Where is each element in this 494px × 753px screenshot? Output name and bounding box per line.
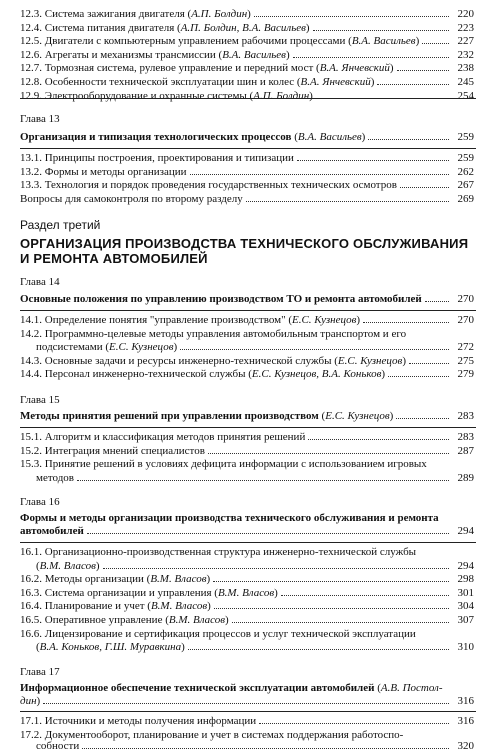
chapter-title-row <box>20 695 474 708</box>
chapter-author: В.А. Васильев <box>297 131 362 143</box>
toc-entry-close: ) <box>206 573 211 585</box>
toc-entry-close: ) <box>225 614 229 626</box>
toc-page-number: 287 <box>457 445 474 457</box>
toc-entry-title <box>20 715 256 728</box>
toc-entry-text: 16.2. Методы организации ( <box>20 573 151 585</box>
dot-leader <box>43 703 449 704</box>
section-label: Раздел третий <box>20 218 101 232</box>
chapter-title-line2 <box>20 695 40 708</box>
toc-entry-title <box>36 560 100 573</box>
dot-leader <box>409 363 449 364</box>
toc-entry-text: 12.6. Агрегаты и механизмы трансмиссии ( <box>20 48 223 61</box>
toc-page-number: 259 <box>457 152 474 164</box>
toc-entry-text: подсистемами ( <box>36 341 110 353</box>
dot-leader <box>422 43 449 44</box>
toc-entry-title <box>20 355 406 368</box>
toc-entry-text: ( <box>36 560 40 572</box>
toc-entry-close: ) <box>95 560 100 572</box>
toc-page-number: 279 <box>457 368 474 380</box>
toc-entry-text: 14.4. Персонал инженерно-технической службы ( <box>20 368 252 380</box>
toc-entry <box>20 587 474 600</box>
toc-entry-author: В.А. Васильев <box>351 35 416 48</box>
dot-leader <box>293 57 449 58</box>
chapter-title <box>20 410 393 423</box>
dot-leader <box>87 533 449 534</box>
toc-entry-text: 17.2. Документооборот, планирование и учет в системах поддержания работоспо- <box>20 729 404 741</box>
dot-leader <box>190 174 450 175</box>
toc-entry-text: методов <box>36 472 74 484</box>
toc-page-number: 238 <box>457 62 474 75</box>
toc-entry-text: 13.3. Технология и порядок проведения государственных технических осмотров <box>20 179 397 192</box>
toc-entry-close: ) <box>402 355 406 367</box>
toc-entry-text: 12.4. Система питания двигателя ( <box>20 21 181 34</box>
dot-leader <box>425 301 449 302</box>
toc-entry-text: 14.3. Основные задачи и ресурсы инженерно-технической службы ( <box>20 355 338 367</box>
toc-page-number: 298 <box>457 573 474 585</box>
toc-entry-text: 16.5. Оперативное управление ( <box>20 614 169 626</box>
chapter-title-line2: автомобилей <box>20 525 84 537</box>
toc-page-number: 294 <box>457 560 474 572</box>
toc-entry <box>36 641 474 654</box>
dot-leader <box>400 187 449 188</box>
toc-entry-title <box>20 445 205 458</box>
toc-entry-title <box>20 179 397 192</box>
toc-page-number: 245 <box>457 76 474 88</box>
toc-entry-text: 14.1. Определение понятия "управление производством" ( <box>20 314 292 326</box>
section-title-line2: И РЕМОНТА АВТОМОБИЛЕЙ <box>20 251 208 266</box>
chapter-title-line1: Формы и методы организации производства технического обслуживания и ремонта <box>20 512 439 524</box>
toc-entry <box>20 90 474 103</box>
dot-leader <box>308 439 449 440</box>
toc-entry-title <box>20 314 360 327</box>
toc-entry <box>20 614 474 627</box>
toc-entry-close: ) <box>173 341 178 353</box>
toc-entry-author: В.А. Коньков, Г.Ш. Муравкина <box>39 641 182 653</box>
chapter-label: Глава 17 <box>20 666 60 678</box>
dot-leader <box>77 480 449 481</box>
toc-page-number: 307 <box>457 614 474 626</box>
dot-leader <box>188 649 449 650</box>
toc-entry-title <box>20 573 210 586</box>
toc-entry-close: ) <box>356 314 361 326</box>
toc-entry-text: 14.2. Программно-целевые методы управления автомобильным транспортом и его <box>20 328 407 340</box>
chapter-author: дин <box>20 695 37 707</box>
toc-entry-author: А.П. Болдин <box>253 89 310 102</box>
dot-leader <box>377 84 449 85</box>
toc-page-number: 310 <box>457 641 474 653</box>
toc-entry <box>20 49 474 62</box>
toc-entry-title <box>20 90 313 103</box>
toc-entry-text: 15.1. Алгоритм и классификация методов принятия решений <box>20 431 306 443</box>
toc-page-number: 267 <box>457 179 474 192</box>
chapter-author: А.В. Постол- <box>380 682 443 694</box>
toc-entry-title <box>20 166 187 179</box>
toc-entry-text: ( <box>36 641 40 653</box>
toc-entry <box>20 314 474 327</box>
toc-entry-title <box>20 546 416 559</box>
chapter-title-row <box>20 131 474 144</box>
toc-entry <box>36 341 474 354</box>
toc-entry <box>20 166 474 179</box>
toc-entry-author: В.М. Власов <box>150 600 208 612</box>
toc-page-number: 301 <box>457 587 474 599</box>
toc-entry-author: В.А. Янчевский <box>319 62 390 75</box>
toc-entry <box>20 573 474 586</box>
toc-page-number: 283 <box>457 431 474 443</box>
toc-entry-author: В.М. Власов <box>39 560 96 572</box>
toc-entry-author: А.П. Болдин, В.А. Васильев <box>180 21 306 34</box>
dot-leader <box>246 201 449 202</box>
toc-entry-author: Е.С. Кузнецов <box>291 314 357 326</box>
dot-leader <box>388 376 449 377</box>
toc-entry-text: 12.3. Система зажигания двигателя ( <box>20 8 192 20</box>
toc-entry-title <box>20 600 211 613</box>
toc-entry-text: 16.4. Планирование и учет ( <box>20 600 151 612</box>
toc-entry <box>20 22 474 35</box>
chapter-title-text: Методы принятия решений при управлении производством <box>20 410 319 422</box>
dot-leader <box>313 30 449 31</box>
toc-entry-title <box>36 341 177 354</box>
dot-leader <box>208 453 449 454</box>
toc-page-number: 254 <box>457 89 474 102</box>
toc-entry-close: ) <box>415 35 420 48</box>
chapter-page-number: 316 <box>457 695 474 707</box>
toc-entry-close: ) <box>305 21 310 34</box>
toc-page-number: 262 <box>457 165 474 178</box>
toc-entry <box>20 628 474 641</box>
toc-entry-author: В.А. Янчевский <box>300 76 371 88</box>
toc-entry-text: собности <box>36 740 80 752</box>
chapter-title-row <box>20 410 474 423</box>
toc-entry-title <box>20 587 278 600</box>
toc-entry-text: 16.3. Система организации и управления ( <box>20 587 218 599</box>
toc-page-number: 304 <box>457 600 474 612</box>
toc-entry-title <box>20 458 427 471</box>
chapter-author-close: ) <box>36 695 41 707</box>
toc-entry-close: ) <box>389 62 394 75</box>
toc-entry-close: ) <box>370 76 375 88</box>
chapter-title-row <box>20 293 474 306</box>
toc-entry-title <box>36 641 185 654</box>
toc-entry-text: 16.1. Организационно-производственная структура инженерно-технической службы <box>20 546 417 558</box>
toc-entry-author: Е.С. Кузнецов <box>337 355 403 367</box>
divider-line <box>20 148 476 149</box>
toc-entry <box>20 445 474 458</box>
chapter-label: Глава 14 <box>20 276 60 288</box>
toc-entry <box>20 368 474 381</box>
dot-leader <box>214 608 449 609</box>
toc-entry-title <box>36 740 79 753</box>
toc-entry <box>20 62 474 75</box>
dot-leader <box>213 581 449 582</box>
chapter-page-number: 283 <box>457 410 474 422</box>
toc-entry-title <box>20 35 419 48</box>
toc-entry-text: 17.1. Источники и методы получения информации <box>20 715 257 727</box>
toc-entry-close: ) <box>309 89 313 102</box>
toc-entry <box>20 35 474 48</box>
toc-entry <box>20 76 474 89</box>
toc-entry-title <box>20 368 385 381</box>
dot-leader <box>103 568 449 569</box>
toc-entry-author: Е.С. Кузнецов, В.А. Коньков <box>251 368 382 380</box>
toc-entry <box>20 431 474 444</box>
dot-leader <box>82 748 449 749</box>
chapter-title-row <box>20 525 474 538</box>
chapter-page-number: 259 <box>457 131 474 143</box>
toc-entry <box>20 8 474 21</box>
toc-entry-text: 12.8. Особенности технической эксплуатации шин и колес ( <box>20 76 301 88</box>
chapter-label: Глава 16 <box>20 496 60 508</box>
toc-entry <box>20 355 474 368</box>
toc-page-number: 272 <box>457 341 474 353</box>
toc-entry <box>20 715 474 728</box>
dot-leader <box>297 160 449 161</box>
toc-entry <box>20 179 474 192</box>
chapter-author-open: ( <box>374 682 381 694</box>
toc-entry-title <box>20 8 251 21</box>
toc-entry-close: ) <box>285 48 290 61</box>
chapter-page-number: 294 <box>457 525 474 537</box>
toc-entry-author: Е.С. Кузнецов <box>109 341 174 353</box>
toc-page-number: 289 <box>457 472 474 484</box>
dot-leader <box>281 595 449 596</box>
chapter-title <box>20 131 365 144</box>
toc-page-number: 227 <box>457 35 474 48</box>
toc-entry <box>36 472 474 485</box>
chapter-page-number: 270 <box>457 293 474 305</box>
toc-page-number: 275 <box>457 355 474 367</box>
toc-entry-close: ) <box>207 600 211 612</box>
toc-entry-title <box>20 193 243 206</box>
chapter-author-close: ) <box>389 410 394 422</box>
toc-entry-close: ) <box>247 8 251 20</box>
toc-entry-title <box>20 431 305 444</box>
dot-leader <box>180 349 449 350</box>
toc-entry <box>36 740 474 753</box>
section-title-line1: ОРГАНИЗАЦИЯ ПРОИЗВОДСТВА ТЕХНИЧЕСКОГО ОБСЛУЖИВАНИЯ <box>20 236 469 251</box>
toc-entry-text: 12.9. Электрооборудование и охранные системы ( <box>20 89 254 102</box>
dot-leader <box>259 723 449 724</box>
divider-line <box>20 542 476 543</box>
toc-entry-text: 12.7. Тормозная система, рулевое управление и передний мост ( <box>20 62 320 75</box>
toc-entry-text: 13.2. Формы и методы организации <box>20 165 187 178</box>
dot-leader <box>368 139 449 140</box>
dot-leader <box>363 322 449 323</box>
toc-entry-text: Вопросы для самоконтроля по второму разделу <box>20 193 243 205</box>
chapter-label: Глава 15 <box>20 394 60 406</box>
chapter-author: Е.С. Кузнецов <box>325 410 390 422</box>
toc-entry <box>20 600 474 613</box>
toc-entry-text: 15.3. Принятие решений в условиях дефицита информации с использованием игровых <box>20 458 427 470</box>
chapter-author-open: ( <box>291 131 298 143</box>
toc-entry-close: ) <box>274 587 278 599</box>
chapter-title-text: Организация и типизация технологических процессов <box>20 131 292 143</box>
toc-entry <box>20 193 474 206</box>
divider-line <box>20 427 476 428</box>
toc-page-number: 316 <box>457 715 474 727</box>
toc-entry-title <box>20 22 310 35</box>
toc-entry-title <box>36 472 74 485</box>
toc-entry-author: В.А. Васильев <box>222 48 286 61</box>
toc-entry-title <box>20 49 290 62</box>
toc-page-number: 232 <box>457 48 474 61</box>
chapter-title-line1 <box>20 682 443 695</box>
dot-leader <box>232 622 449 623</box>
toc-entry-text: 15.2. Интеграция мнений специалистов <box>20 445 205 457</box>
chapter-author-open: ( <box>318 410 326 422</box>
toc-page-number: 269 <box>457 193 474 205</box>
toc-page-number: 270 <box>457 314 474 326</box>
chapter-title-text: Информационное обеспечение технической эксплуатации автомобилей <box>20 682 375 694</box>
toc-entry-title <box>20 614 229 627</box>
chapter-title <box>20 293 422 306</box>
toc-entry-title <box>20 76 374 89</box>
toc-entry-author: В.М. Власов <box>150 573 207 585</box>
divider-line <box>20 711 476 712</box>
toc-entry <box>20 152 474 165</box>
toc-entry-text: 16.6. Лицензирование и сертификация процессов и услуг технической эксплуатации <box>20 628 416 640</box>
toc-page-number: 320 <box>457 740 474 752</box>
toc-entry-author: В.М. Власов <box>217 587 275 599</box>
toc-entry-close: ) <box>181 641 185 653</box>
toc-entry-title <box>20 628 416 641</box>
toc-entry-title <box>20 62 394 75</box>
toc-entry-close: ) <box>381 368 386 380</box>
toc-entry-text: 12.5. Двигатели с компьютерным управлением рабочими процессами ( <box>20 35 352 48</box>
toc-entry <box>20 546 474 559</box>
toc-page-number: 223 <box>457 21 474 34</box>
toc-entry-title <box>20 152 294 165</box>
dot-leader <box>254 16 449 17</box>
chapter-label: Глава 13 <box>20 113 60 125</box>
chapter-title-text: Основные положения по управлению производством ТО и ремонта автомобилей <box>20 293 422 305</box>
toc-entry <box>20 458 474 471</box>
dot-leader <box>396 418 449 419</box>
toc-entry-author: В.М. Власов <box>168 614 226 626</box>
toc-entry-text: 13.1. Принципы построения, проектирования и типизации <box>20 152 294 164</box>
toc-entry <box>20 328 474 341</box>
divider-line <box>20 310 476 311</box>
divider-line <box>20 98 476 99</box>
chapter-author-close: ) <box>361 131 366 143</box>
toc-entry-title <box>20 328 406 341</box>
toc-entry <box>36 560 474 573</box>
toc-entry-author: А.П. Болдин <box>191 8 248 20</box>
dot-leader <box>397 70 449 71</box>
toc-page-number: 220 <box>457 8 474 20</box>
